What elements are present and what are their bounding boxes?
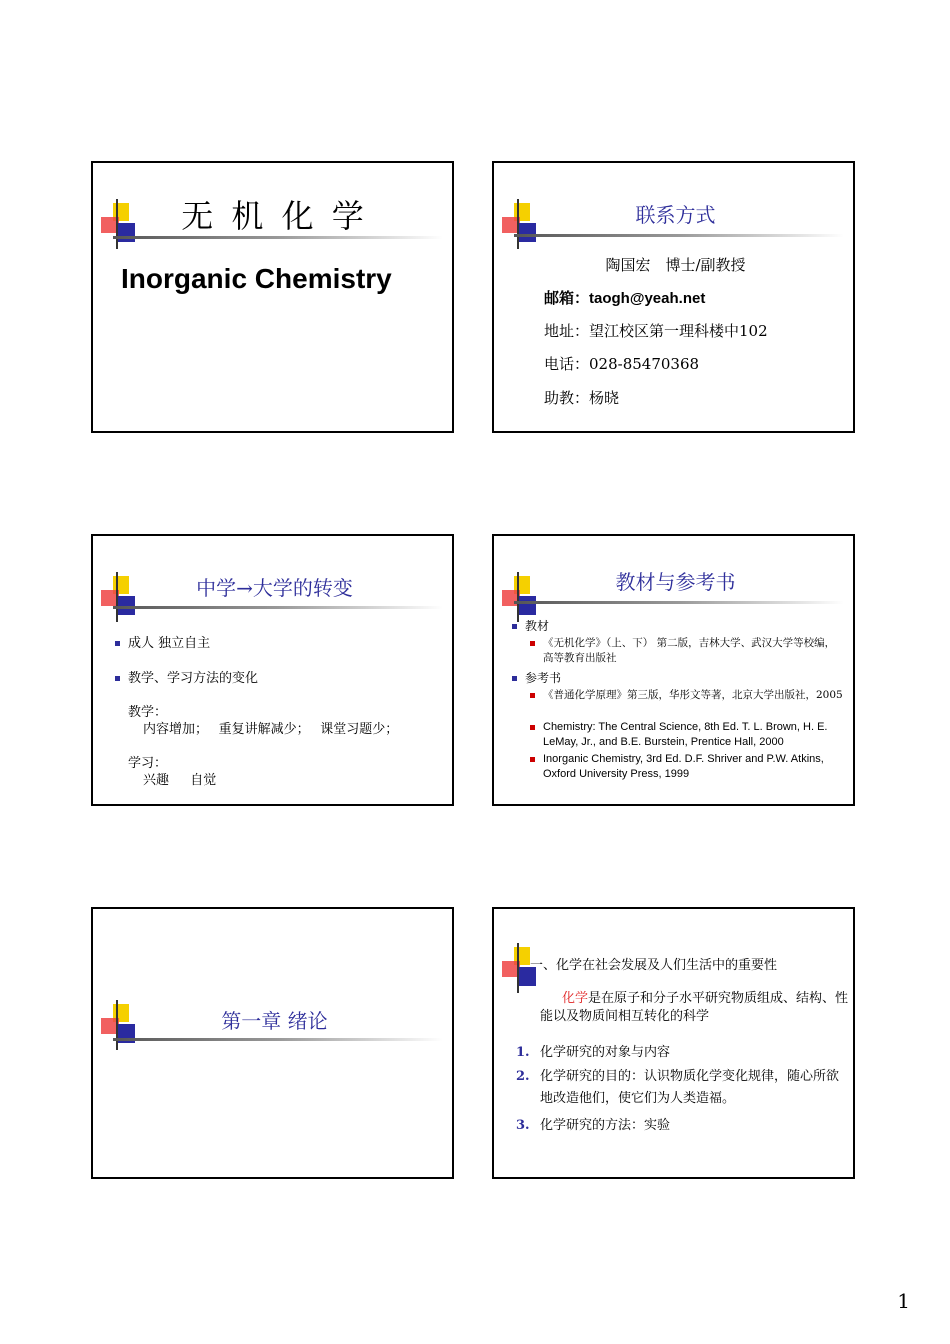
bullet-item: 成人 独立自主 [115, 632, 210, 651]
list-item: 3. 化学研究的方法：实验 [516, 1118, 671, 1133]
slide-subtitle-text: Inorganic Chemistry [121, 263, 392, 294]
slide-transition [91, 534, 454, 806]
slide-contact [492, 161, 855, 433]
contact-email: 邮箱：taogh@yeah.net [544, 289, 706, 307]
list-item: 1. 化学研究的对象与内容 [516, 1045, 671, 1060]
learning-items: 兴趣 自觉 [143, 773, 217, 788]
contact-address: 地址：望江校区第一理科楼中102 [544, 322, 768, 340]
slide-heading: 第一章 绪论 [221, 1009, 328, 1033]
learning-label: 学习： [128, 756, 168, 771]
contact-assistant: 助教：杨晓 [544, 389, 620, 407]
textbook-item: 《无机化学》（上、下） 第二版，吉林大学、武汉大学等校编，高等教育出版社 [530, 636, 845, 666]
reference-item: 《普通化学原理》第三版，华彤文等著，北京大学出版社，2005 [530, 688, 845, 703]
teaching-label: 教学： [128, 705, 168, 720]
teaching-items: 内容增加； 重复讲解减少； 课堂习题少； [143, 722, 399, 737]
slide-title-text: 无 机 化 学 [181, 197, 368, 235]
definition-text: 化学是在原子和分子水平研究物质组成、结构、性能以及物质间相互转化的科学 [540, 991, 849, 1024]
slide-heading: 联系方式 [635, 203, 716, 227]
slide-chapter [91, 907, 454, 1179]
contact-phone: 电话：028-85470368 [544, 355, 700, 373]
reference-item: Inorganic Chemistry, 3rd Ed. D.F. Shriver and P.W. Atkins, Oxford University Press, 1999 [530, 752, 845, 782]
bullet-item: 教学、学习方法的变化 [115, 667, 258, 686]
page-number: 1 [897, 1289, 910, 1313]
slide-textbooks [492, 534, 855, 806]
list-item: 2. 化学研究的目的：认识物质化学变化规律，随心所欲地改造他们，使它们为人类造福。 [516, 1069, 840, 1106]
slide-title [91, 161, 454, 433]
email-link[interactable]: taogh@yeah.net [589, 290, 706, 307]
slide-heading: 中学→大学的转变 [196, 576, 353, 600]
section-heading: 一、化学在社会发展及人们生活中的重要性 [530, 958, 778, 973]
reference-item: Chemistry: The Central Science, 8th Ed. T. L. Brown, H. E. LeMay, Jr., and B.E. Burstein, Prentice Hall, 2000 [530, 720, 845, 750]
slide-importance [492, 907, 855, 1179]
reference-label: 参考书 [512, 669, 561, 686]
contact-name: 陶国宏 博士/副教授 [605, 256, 746, 274]
slide-heading: 教材与参考书 [615, 570, 736, 594]
textbook-label: 教材 [512, 617, 549, 634]
